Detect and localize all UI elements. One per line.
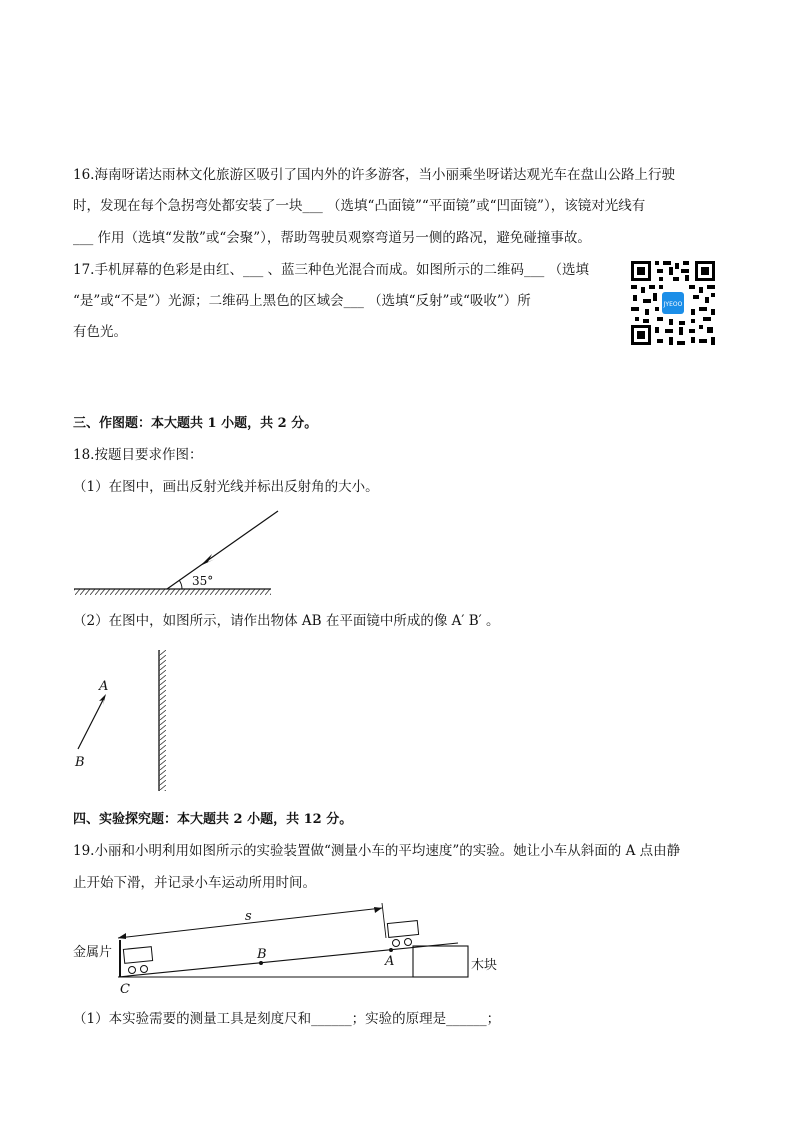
label-a-point: A: [385, 954, 395, 969]
q18-stem: 18.按题目要求作图：: [73, 447, 203, 463]
q18-part-1: （1）在图中，画出反射光线并标出反射角的大小。: [73, 479, 379, 495]
label-s: s: [245, 909, 252, 924]
section-3-title: 三、作图题：本大题共 1 小题，共 2 分。: [73, 416, 318, 431]
q17-line-3: 有色光。: [73, 324, 127, 340]
label-a: A: [99, 679, 109, 694]
q17-line-2: “是”或“不是”）光源；二维码上黑色的区域会___ （选填“反射”或“吸收”）所: [73, 293, 531, 309]
cart-at-c: [123, 947, 152, 974]
incline-surface: [118, 943, 458, 977]
mirror-hatching: [74, 589, 271, 595]
q19-part-1: （1）本实验需要的测量工具是刻度尺和______；实验的原理是______；: [73, 1011, 501, 1027]
section-4-title: 四、实验探究题：本大题共 2 小题，共 12 分。: [73, 812, 353, 827]
angle-arc: [179, 580, 182, 589]
wood-block: [413, 946, 468, 977]
angle-label: 35°: [192, 574, 214, 588]
q17-line-1: 17.手机屏幕的色彩是由红、___ 、蓝三种色光混合而成。如图所示的二维码___ （选填: [73, 262, 590, 278]
q19-line-2: 止开始下滑，并记录小车运动所用时间。: [73, 875, 316, 891]
distance-arrow-left: [118, 933, 126, 939]
distance-tick-right: [382, 903, 386, 938]
label-c-point: C: [120, 982, 130, 997]
label-b: B: [75, 755, 85, 770]
q16-line-3: ___ 作用（选填“发散”或“会聚”），帮助驾驶员观察弯道另一侧的路况，避免碰撞事故。: [73, 230, 591, 246]
q19-line-1: 19.小丽和小明利用如图所示的实验装置做“测量小车的平均速度”的实验。她让小车从斜面的 A 点由静: [73, 843, 681, 859]
cart-at-a: [387, 921, 418, 947]
label-b-point: B: [257, 947, 267, 962]
plane-mirror-hatching: [159, 650, 166, 791]
incident-ray-arrow: [200, 554, 215, 566]
label-wood-block: 木块: [471, 958, 498, 973]
object-ab: [78, 698, 104, 749]
q16-line-1: 16.海南呀诺达雨林文化旅游区吸引了国内外的许多游客，当小丽乘坐呀诺达观光车在盘山公路上行驶: [73, 167, 675, 183]
inclined-plane-figure: [70, 900, 510, 1000]
plane-mirror-figure: [70, 645, 180, 795]
q18-part-2: （2）在图中，如图所示，请作出物体 AB 在平面镜中所成的像 A′ B′ 。: [73, 613, 500, 629]
reflection-figure: [70, 505, 280, 600]
qr-code-image: [629, 259, 717, 347]
label-metal-plate: 金属片: [73, 945, 113, 960]
distance-arrow-right: [374, 907, 382, 913]
point-a: [389, 948, 393, 952]
incident-ray: [167, 511, 278, 589]
qr-logo-text: JYEOO: [663, 301, 683, 308]
q16-line-2: 时，发现在每个急拐弯处都安装了一块___ （选填“凸面镜”“平面镜”或“凹面镜”），该镜对光线有: [73, 198, 646, 214]
object-arrowhead: [99, 694, 106, 705]
